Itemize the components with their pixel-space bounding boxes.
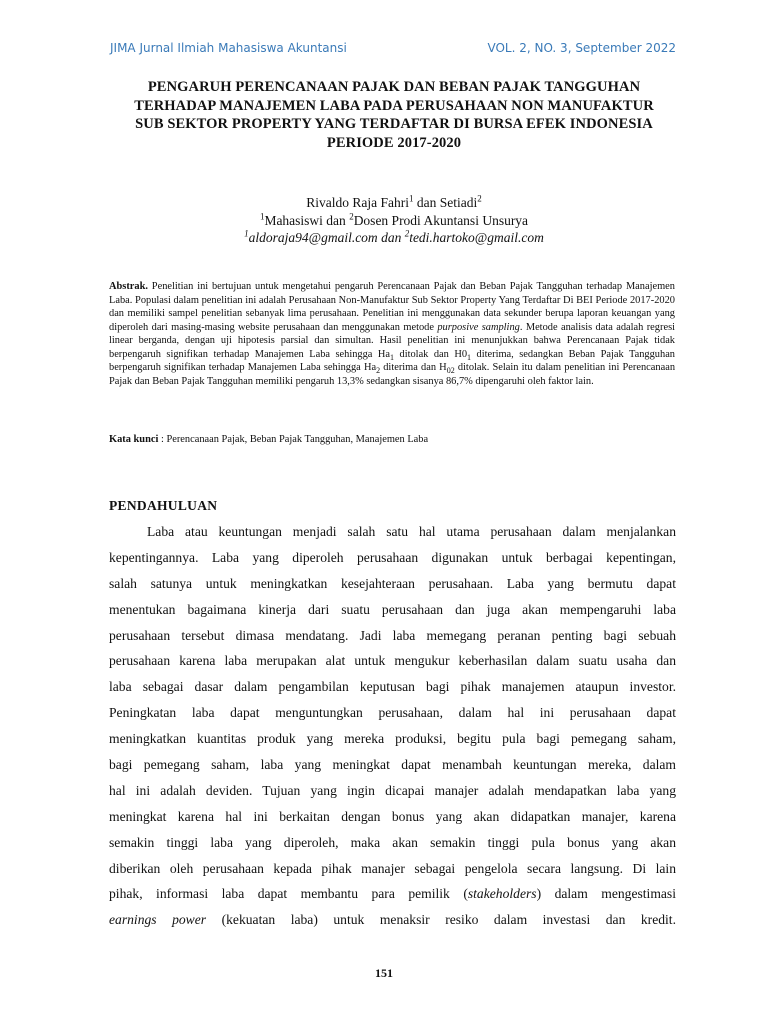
body-line: Peningkatan laba dapat menguntungkan perusahaan, dalam hal ini perusahaan dapat	[109, 705, 676, 721]
body-text-run: ) dalam mengestimasi	[536, 886, 676, 902]
section-heading: PENDAHULUAN	[109, 498, 218, 513]
page-number: 151	[375, 966, 393, 980]
author-1-mark: 1	[408, 193, 414, 204]
paper-title	[100, 78, 688, 152]
body-italic-run: earnings power	[109, 912, 207, 928]
email-2-mark: 2	[404, 228, 410, 239]
abstract-subscript: 2	[376, 366, 381, 376]
email-sep: dan	[377, 230, 405, 245]
author-names	[100, 194, 688, 212]
body-line: bagi pemegang saham, laba yang meningkat dapat menambah keuntungan mereka, dalam	[109, 757, 676, 773]
body-line	[109, 907, 676, 933]
body-line: menentukan bagaimana kinerja dari suatu perusahaan dan juga akan mempengaruhi laba	[109, 601, 676, 617]
body-line: laba sebagai dasar dalam pengambilan keputusan bagi pihak manajemen ataupun investor.	[109, 679, 676, 695]
body-line: diberikan oleh perusahaan kepada pihak manajer sebagai pengelola secara langsung. Di lain	[109, 860, 676, 876]
abstract-subscript: 1	[467, 352, 472, 362]
body-italic-run: stakeholders	[467, 886, 537, 902]
title-line: PENGARUH PERENCANAAN PAJAK DAN BEBAN PAJAK TANGGUHAN	[147, 79, 641, 95]
email-2[interactable]: tedi.hartoko@gmail.com	[409, 230, 544, 245]
abstract-label: Abstrak.	[109, 281, 148, 292]
email-1-mark: 1	[244, 228, 249, 239]
abstract-subscript: 02	[446, 366, 455, 376]
author-sep: dan	[413, 195, 440, 210]
body-line: perusahaan karena laba merupakan alat untuk mengukur keberhasilan dalam suatu usaha dan	[109, 653, 676, 669]
volume-info: VOL. 2, NO. 3, September 2022	[487, 41, 676, 55]
abstract-method: purposive sampling	[437, 321, 520, 333]
abstract-subscript: 1	[390, 352, 395, 362]
journal-name: JIMA Jurnal Ilmiah Mahasiswa Akuntansi	[110, 41, 347, 55]
keywords-label: Kata kunci	[109, 434, 159, 445]
body-line: salah satunya untuk meningkatkan kesejahteraan perusahaan. Laba yang bermutu dapat	[109, 575, 676, 591]
body-line	[109, 881, 676, 907]
abstract-text: Penelitian ini bertujuan untuk mengetahui pengaruh Perencanaan Pajak dan Beban Pajak Tangguhan terhadap Manajemen Laba. Populasi dalam penelitian ini adalah Perusahaan Non-Manufaktur Sub Sektor Property Yang Terdaftar Di BEI Periode 2017-2020 dan memiliki sampel penelitian sebanyak lima perusahaan. Penelitian ini menggunakan data sekunder berupa laporan keuangan yang diperoleh dari masing-masing website perusahaan dan menggunakan metode	[109, 281, 675, 333]
affil-1: Mahasiswi dan	[264, 212, 350, 228]
author-2: Setiadi	[439, 195, 478, 210]
body-line: perusahaan tersebut dimasa mendatang. Jadi laba memegang peranan penting bagi sebuah	[109, 627, 676, 643]
body-text	[109, 519, 676, 933]
abstract-text: diterima, sedangkan Beban Pajak Tangguhan berpengaruh signifikan terhadap Manajemen Laba sehingga Ha	[109, 348, 675, 373]
keywords	[109, 433, 675, 447]
body-line: hal ini adalah deviden. Tujuan yang ingin dicapai manajer adalah mendapatkan laba yang	[109, 782, 676, 798]
abstract-text: ditolak dan H0	[394, 348, 468, 360]
emails	[100, 229, 688, 247]
title-line: SUB SEKTOR PROPERTY YANG TERDAFTAR DI BURSA EFEK INDONESIA	[135, 116, 653, 132]
abstract	[109, 280, 675, 388]
keywords-text: : Perencanaan Pajak, Beban Pajak Tangguhan, Manajemen Laba	[158, 434, 429, 445]
author-1: Rivaldo Raja Fahri	[306, 195, 409, 210]
affil-2: Dosen Prodi Akuntansi Unsurya	[353, 212, 529, 228]
abstract-text: ditolak. Selain itu dalam penelitian ini Perencanaan Pajak dan Beban Pajak Tangguhan memiliki pengaruh 13,3% sedangkan sisanya 86,7% dipengaruhi oleh faktor lain.	[109, 362, 676, 387]
author-block	[100, 194, 688, 247]
affil-2-mark: 2	[349, 211, 354, 221]
affil-1-mark: 1	[259, 211, 265, 221]
abstract-text: . Metode analisis data adalah regresi linear berganda, dengan uji hipotesis parsial dan simultan. Hasil penelitian ini menunjukkan bahwa Perencanaan Pajak tidak berpengaruh signifikan terhadap Manajemen Laba sehingga Ha	[109, 321, 675, 360]
body-line: Laba atau keuntungan menjadi salah satu hal utama perusahaan dalam menjalankan	[147, 524, 676, 539]
title-line: TERHADAP MANAJEMEN LABA PADA PERUSAHAAN NON MANUFAKTUR	[134, 97, 654, 114]
body-line: kepentingannya. Laba yang diperoleh perusahaan digunakan untuk berbagai kepentingan,	[109, 549, 676, 565]
abstract-text: diterima dan H	[380, 362, 447, 373]
affiliations	[100, 212, 688, 230]
body-text-run: pihak, informasi laba dapat membantu para pemilik (	[109, 886, 468, 902]
title-line: PERIODE 2017-2020	[326, 134, 462, 151]
body-line: meningkat karena hal ini berkaitan dengan bonus yang akan didapatkan manajer, karena	[109, 808, 676, 824]
body-line: semakin tinggi laba yang diperoleh, maka akan semakin tinggi pula bonus yang akan	[109, 834, 676, 850]
body-text-run: (kekuatan laba) untuk menaksir resiko dalam investasi dan kredit.	[206, 912, 676, 928]
email-1[interactable]: aldoraja94@gmail.com	[248, 230, 378, 245]
author-2-mark: 2	[477, 193, 482, 204]
body-line: meningkatkan kuantitas produk yang mereka produksi, begitu pula bagi pemegang saham,	[109, 731, 676, 747]
